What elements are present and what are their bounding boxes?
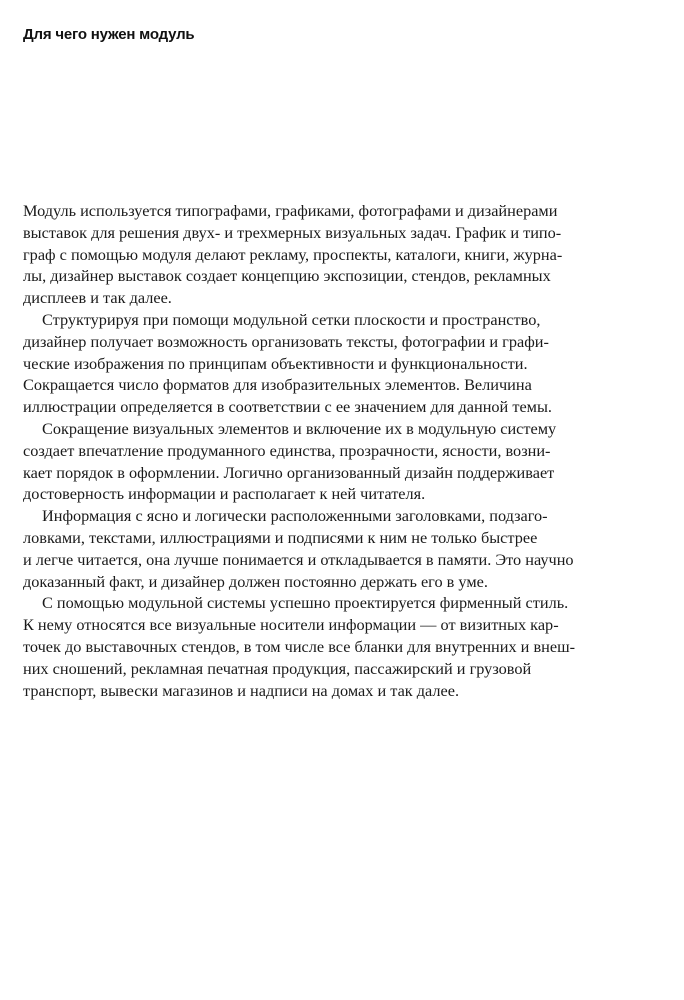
text-line: Сокращается число форматов для изобразительных элементов. Величина (23, 375, 532, 395)
text-line: лы, дизайнер выставок создает концепцию экспозиции, стендов, рекламных (23, 266, 551, 286)
text-line: них сношений, рекламная печатная продукция, пассажирский и грузовой (23, 658, 532, 678)
text-line: К нему относятся все визуальные носители информации — от визитных кар- (23, 615, 559, 635)
text-line: граф с помощью модуля делают рекламу, проспекты, каталоги, книги, журна- (23, 244, 563, 264)
text-line: и легче читается, она лучше понимается и откладывается в памяти. Это научно (23, 549, 574, 569)
text-line: создает впечатление продуманного единства, прозрачности, ясности, возни- (23, 440, 551, 460)
text-line: дисплеев и так далее. (23, 288, 172, 308)
section-heading: Для чего нужен модуль (23, 26, 195, 43)
text-line: доказанный факт, и дизайнер должен постоянно держать его в уме. (23, 571, 488, 591)
text-line: Информация с ясно и логически расположенными заголовками, подзаго- (42, 506, 548, 526)
text-line: транспорт, вывески магазинов и надписи на домах и так далее. (23, 680, 460, 700)
text-line: достоверность информации и располагает к ней читателя. (23, 484, 426, 504)
text-line: Структурируя при помощи модульной сетки плоскости и пространство, (42, 309, 541, 329)
paragraph-2 (23, 309, 663, 418)
text-line: С помощью модульной системы успешно проектируется фирменный стиль. (42, 593, 569, 613)
text-line: выставок для решения двух- и трехмерных визуальных задач. График и типо- (23, 222, 562, 242)
text-line: кает порядок в оформлении. Логично организованный дизайн поддерживает (23, 462, 555, 482)
body-text (23, 200, 663, 701)
paragraph-1 (23, 200, 663, 309)
paragraph-3 (23, 418, 663, 505)
text-line: ческие изображения по принципам объективности и функциональности. (23, 353, 528, 373)
text-line: иллюстрации определяется в соответствии с ее значением для данной темы. (23, 397, 552, 417)
text-line: Модуль используется типографами, графиками, фотографами и дизайнерами (23, 201, 558, 220)
text-line: дизайнер получает возможность организовать тексты, фотографии и графи- (23, 331, 549, 351)
text-line: ловками, текстами, иллюстрациями и подписями к ним не только быстрее (23, 527, 538, 547)
text-line: точек до выставочных стендов, в том числе все бланки для внутренних и внеш- (23, 636, 576, 656)
paragraph-5 (23, 592, 663, 701)
paragraph-4 (23, 505, 663, 592)
text-line: Сокращение визуальных элементов и включение их в модульную систему (42, 418, 557, 438)
